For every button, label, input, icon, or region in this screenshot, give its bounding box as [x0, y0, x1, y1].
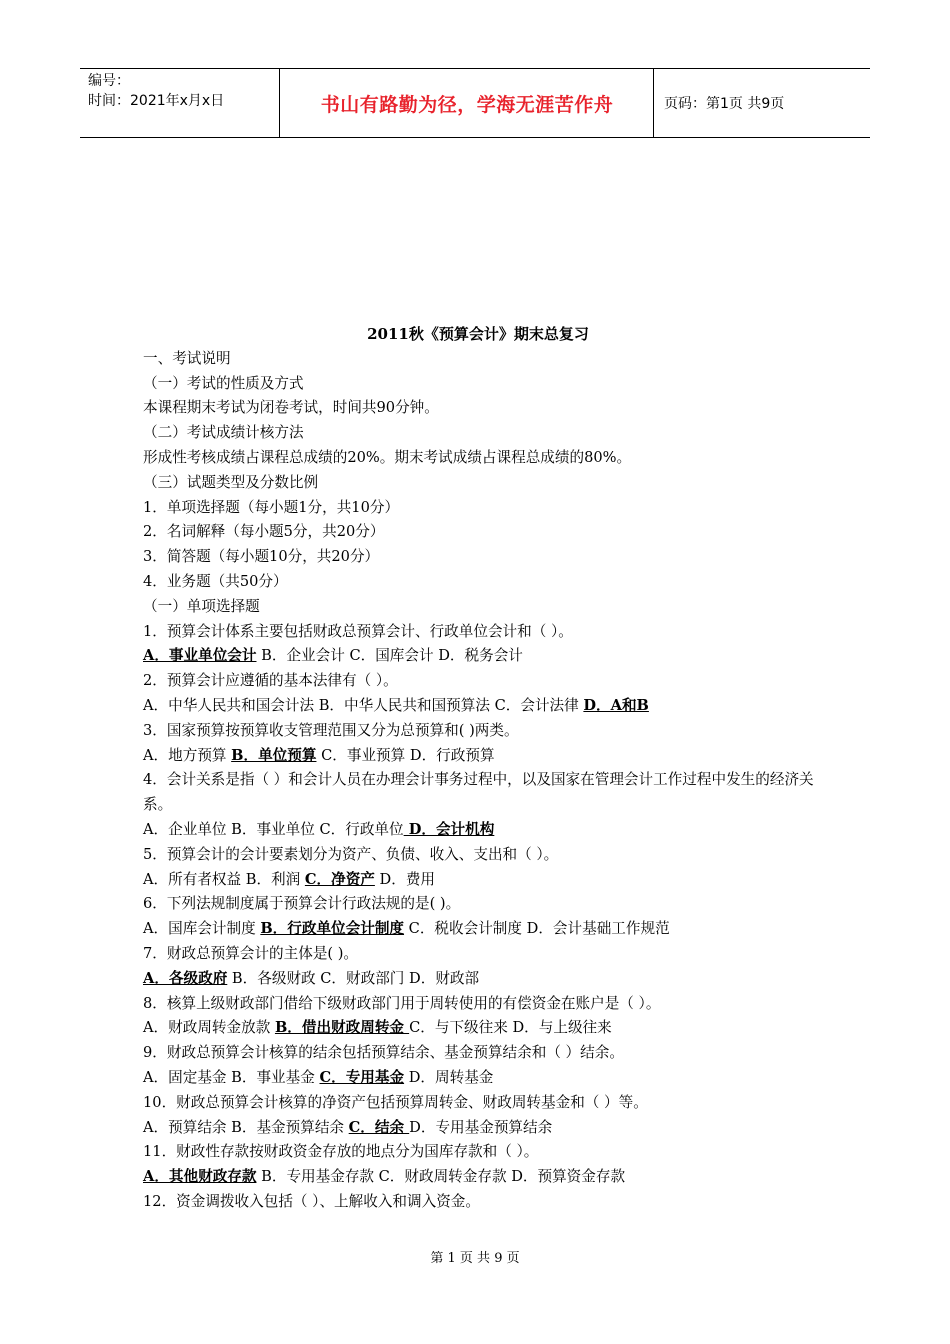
text-line: [143, 917, 823, 942]
header-page-info: 页码：第1页 共9页: [664, 96, 785, 112]
text-line: [143, 967, 823, 992]
line-text: 1．单项选择题（每小题1分，共10分）: [143, 498, 400, 516]
answer-highlight: A．其他财政存款: [143, 1168, 257, 1186]
answer-highlight: A．各级政府: [143, 969, 228, 987]
line-text: 4．业务题（共50分）: [143, 572, 288, 590]
answer-highlight: C．专用基金: [319, 1068, 405, 1086]
answer-highlight: C．结余: [348, 1118, 410, 1136]
text-line: [143, 768, 823, 818]
line-text: D．费用: [374, 870, 436, 888]
line-text: A．地方预算: [143, 746, 232, 764]
text-line: [143, 595, 823, 620]
text-line: [143, 446, 823, 471]
text-line: [143, 992, 823, 1017]
line-text: 2．名词解释（每小题5分，共20分）: [143, 523, 385, 541]
line-text: C．事业预算 D．行政预算: [316, 746, 495, 764]
text-line: [143, 347, 823, 372]
line-text: D．专用基金预算结余: [409, 1118, 553, 1136]
text-line: [143, 1091, 823, 1116]
header-motto: 书山有路勤为径，学海无涯苦作舟: [281, 69, 654, 137]
text-line: [143, 719, 823, 744]
line-text: （一）考试的性质及方式: [143, 374, 304, 392]
text-line: [143, 818, 823, 843]
answer-highlight: B．单位预算: [231, 746, 317, 764]
text-line: [143, 570, 823, 595]
text-line: [143, 892, 823, 917]
page-footer: 第 1 页 共 9 页: [430, 1251, 520, 1266]
line-text: C．与下级往来 D．与上级往来: [409, 1019, 612, 1037]
answer-highlight: B．行政单位会计制度: [260, 920, 405, 938]
line-text: B．专用基金存款 C．财政周转金存款 D．预算资金存款: [256, 1168, 626, 1186]
answer-highlight: B．借出财政周转金: [274, 1019, 410, 1037]
text-line: [143, 1041, 823, 1066]
line-text: 3．国家预算按预算收支管理范围又分为总预算和( )两类。: [143, 721, 519, 739]
text-line: [143, 1140, 823, 1165]
line-text: 1．预算会计体系主要包括财政总预算会计、行政单位会计和（ ）。: [143, 622, 573, 640]
text-line: [143, 694, 823, 719]
line-text: 7．财政总预算会计的主体是( )。: [143, 944, 359, 962]
document-title: 2011秋《预算会计》期末总复习: [367, 325, 589, 343]
header-meta: [80, 69, 280, 137]
line-text: （三）试题类型及分数比例: [143, 473, 319, 491]
document-number-label: 编号：: [88, 73, 130, 89]
text-line: [143, 396, 823, 421]
page-header: [80, 68, 870, 138]
line-text: A．企业单位 B．事业单位 C．行政单位: [143, 820, 404, 838]
text-line: [143, 520, 823, 545]
line-text: 11．财政性存款按财政资金存放的地点分为国库存款和（ ）。: [143, 1143, 539, 1161]
text-line: [143, 1165, 823, 1190]
document-date: 时间：2021年x月x日: [88, 93, 225, 109]
text-line: [143, 744, 823, 769]
line-text: B．各级财政 C．财政部门 D．财政部: [227, 969, 480, 987]
text-line: [143, 545, 823, 570]
line-text: 8．核算上级财政部门借给下级财政部门用于周转使用的有偿资金在账户是（ ）。: [143, 994, 661, 1012]
document-lines: [143, 347, 823, 1215]
text-line: [143, 372, 823, 397]
text-line: [143, 644, 823, 669]
text-line: [143, 1190, 823, 1215]
line-text: 3．简答题（每小题10分，共20分）: [143, 548, 380, 566]
text-line: [143, 471, 823, 496]
line-text: B．企业会计 C．国库会计 D．税务会计: [256, 647, 523, 665]
text-line: [143, 669, 823, 694]
text-line: [143, 1116, 823, 1141]
line-text: 6．下列法规制度属于预算会计行政法规的是( )。: [143, 895, 461, 913]
line-text: A．国库会计制度: [143, 920, 261, 938]
answer-highlight: D．会计机构: [403, 820, 495, 838]
text-line: [143, 868, 823, 893]
line-text: D．周转基金: [404, 1068, 494, 1086]
line-text: （一）单项选择题: [143, 597, 260, 615]
line-text: 5．预算会计的会计要素划分为资产、负债、收入、支出和（ ）。: [143, 845, 559, 863]
line-text: 一、考试说明: [143, 349, 231, 367]
text-line: [143, 942, 823, 967]
line-text: A．固定基金 B．事业基金: [143, 1068, 320, 1086]
text-line: [143, 1066, 823, 1091]
line-text: 10．财政总预算会计核算的净资产包括预算周转金、财政周转基金和（ ）等。: [143, 1093, 648, 1111]
line-text: 12．资金调拨收入包括（ ）、上解收入和调入资金。: [143, 1192, 480, 1210]
line-text: A．所有者权益 B．利润: [143, 870, 305, 888]
text-line: [143, 1016, 823, 1041]
line-text: A．预算结余 B．基金预算结余: [143, 1118, 349, 1136]
answer-highlight: A．事业单位会计: [143, 647, 257, 665]
line-text: A．中华人民共和国会计法 B．中华人民共和国预算法 C．会计法律: [143, 696, 584, 714]
answer-highlight: C．净资产: [304, 870, 375, 888]
line-text: 4．会计关系是指（ ）和会计人员在办理会计事务过程中，以及国家在管理会计工作过程中发生的经济关系。: [143, 771, 814, 814]
line-text: 9．财政总预算会计核算的结余包括预算结余、基金预算结余和（ ）结余。: [143, 1044, 624, 1062]
text-line: [143, 843, 823, 868]
line-text: 本课程期末考试为闭卷考试，时间共90分钟。: [143, 399, 439, 417]
line-text: C．税收会计制度 D．会计基础工作规范: [404, 920, 670, 938]
text-line: [143, 620, 823, 645]
line-text: A．财政周转金放款: [143, 1019, 275, 1037]
line-text: （二）考试成绩计核方法: [143, 424, 304, 442]
text-line: [143, 421, 823, 446]
document-body: [143, 322, 823, 1215]
line-text: 2．预算会计应遵循的基本法律有（ ）。: [143, 672, 398, 690]
line-text: 形成性考核成绩占课程总成绩的20%。期末考试成绩占课程总成绩的80%。: [143, 448, 632, 466]
answer-highlight: D．A和B: [583, 696, 649, 714]
text-line: [143, 496, 823, 521]
